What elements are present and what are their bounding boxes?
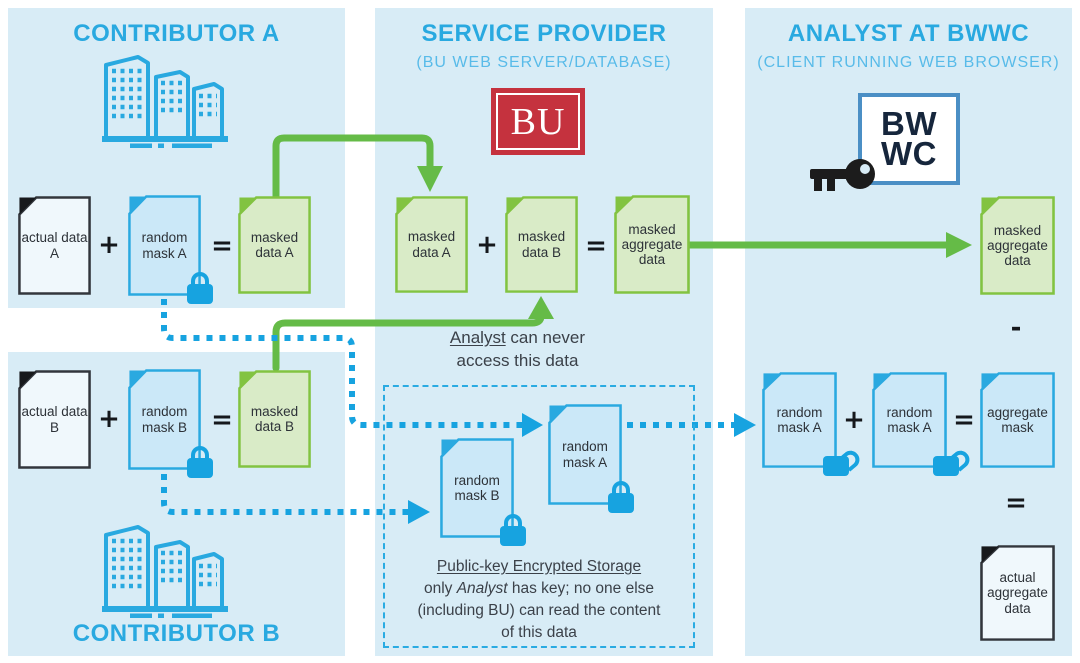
building-icon xyxy=(100,52,230,148)
equals-operator: = xyxy=(211,405,233,435)
doc-random-mask-b-contrib: random mask B xyxy=(128,369,201,470)
minus-operator: - xyxy=(1010,313,1022,343)
lock-icon xyxy=(500,526,526,546)
doc-masked-aggregate-analyst: masked aggregate data xyxy=(980,196,1055,295)
doc-random-mask-a-analyst-1: random mask A xyxy=(762,372,837,468)
contributor-b-title: CONTRIBUTOR B xyxy=(72,620,281,647)
plus-operator: + xyxy=(98,230,120,260)
plus-operator: + xyxy=(843,405,865,435)
doc-actual-aggregate-data: actual aggregate data xyxy=(980,545,1055,641)
service-provider-title: SERVICE PROVIDER xyxy=(421,20,667,47)
equals-operator: = xyxy=(211,231,233,261)
building-icon xyxy=(100,522,230,618)
doc-masked-data-b-service: masked data B xyxy=(505,196,578,293)
analyst-subtitle: (CLIENT RUNNING WEB BROWSER) xyxy=(757,54,1060,71)
equals-operator: = xyxy=(1005,488,1027,518)
storage-note: Public-key Encrypted Storage only Analyst has key; no one else (including BU) can read the content of this data xyxy=(417,558,661,641)
analyst-access-note: Analyst can never access this data xyxy=(449,328,586,370)
doc-actual-data-a: actual data A xyxy=(18,196,91,295)
doc-random-mask-a-storage: random mask A xyxy=(548,404,622,505)
lock-icon xyxy=(187,284,213,304)
analyst-title: ANALYST AT BWWC xyxy=(787,20,1030,47)
lock-icon xyxy=(608,493,634,513)
doc-aggregate-mask: aggregate mask xyxy=(980,372,1055,468)
service-provider-subtitle: (BU WEB SERVER/DATABASE) xyxy=(416,54,672,71)
doc-random-mask-a-analyst-2: random mask A xyxy=(872,372,947,468)
doc-masked-data-a-service: masked data A xyxy=(395,196,468,293)
equals-operator: = xyxy=(585,231,607,261)
unlock-icon xyxy=(823,456,849,476)
plus-operator: + xyxy=(98,404,120,434)
equals-operator: = xyxy=(953,405,975,435)
contributor-a-title: CONTRIBUTOR A xyxy=(73,20,280,47)
doc-masked-data-b-contrib: masked data B xyxy=(238,370,311,468)
bwwc-logo-text: BW WC xyxy=(881,104,937,172)
bu-logo-text: BU xyxy=(496,93,580,150)
lock-icon xyxy=(187,458,213,478)
doc-masked-aggregate-service: masked aggregate data xyxy=(614,195,690,294)
doc-random-mask-b-storage: random mask B xyxy=(440,438,514,538)
unlock-icon xyxy=(933,456,959,476)
key-icon xyxy=(810,152,880,200)
bu-logo xyxy=(491,88,585,155)
plus-operator: + xyxy=(476,230,498,260)
doc-masked-data-a-contrib: masked data A xyxy=(238,196,311,294)
doc-random-mask-a-contrib: random mask A xyxy=(128,195,201,296)
doc-actual-data-b: actual data B xyxy=(18,370,91,469)
